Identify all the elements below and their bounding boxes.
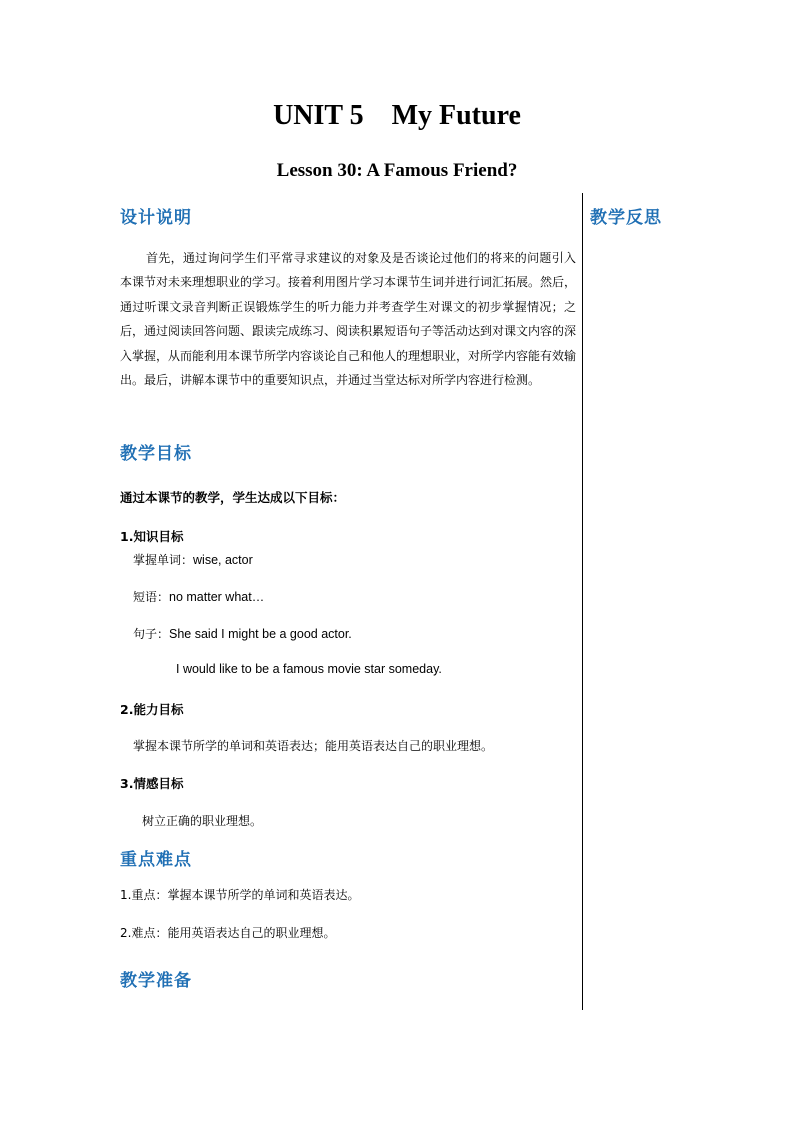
- reflection-heading: 教学反思: [590, 208, 662, 228]
- prep-heading: 教学准备: [120, 971, 192, 991]
- emotion-text: 树立正确的职业理想。: [142, 814, 263, 828]
- words-value: wise, actor: [193, 553, 253, 567]
- page-title: UNIT 5 My Future: [273, 100, 521, 131]
- sentence-line: [133, 625, 352, 642]
- difficulty-label: 2.难点：: [120, 926, 168, 940]
- ability-text: 掌握本课节所学的单词和英语表达；能用英语表达自己的职业理想。: [133, 739, 494, 753]
- difficulty-text: 能用英语表达自己的职业理想。: [167, 926, 336, 940]
- phrase-label: 短语：: [133, 590, 170, 604]
- key-label: 1.重点：: [120, 888, 168, 902]
- difficulty-line: [120, 924, 335, 941]
- knowledge-title: 1.知识目标: [120, 529, 184, 544]
- sentence-2-line: [176, 662, 442, 676]
- goals-intro: 通过本课节的教学，学生达成以下目标：: [120, 490, 346, 505]
- phrase-line: [133, 588, 264, 605]
- ability-title: 2.能力目标: [120, 702, 184, 717]
- phrase-value: no matter what…: [169, 590, 265, 604]
- lesson-subtitle: Lesson 30: A Famous Friend?: [276, 160, 518, 181]
- sentence-2: I would like to be a famous movie star someday.: [176, 662, 442, 676]
- words-line: [133, 551, 253, 568]
- column-divider: [582, 193, 583, 1010]
- sentence-1: She said I might be a good actor.: [169, 627, 352, 641]
- keypoints-heading: 重点难点: [120, 850, 192, 870]
- goals-heading: 教学目标: [120, 444, 192, 464]
- key-text: 掌握本课节所学的单词和英语表达。: [167, 888, 360, 902]
- design-heading: 设计说明: [120, 208, 192, 228]
- design-paragraph: 首先，通过询问学生们平常寻求建议的对象及是否谈论过他们的将来的问题引入本课节对未来理想职业的学习。接着利用图片学习本课节生词并进行词汇拓展。然后，通过听课文录音判断正误锻炼学生的听力能力并考查学生对课文的初步掌握情况；之后，通过阅读回答问题、跟读完成练习、阅读积累短语句子等活动达到对课文内容的深入掌握，从而能利用本课节所学内容谈论自己和他人的理想职业，对所学内容能有效输出。最后，讲解本课节中的重要知识点，并通过当堂达标对所学内容进行检测。: [120, 251, 577, 388]
- key-line: [120, 886, 359, 903]
- sentence-label: 句子：: [133, 627, 170, 641]
- emotion-title: 3.情感目标: [120, 776, 184, 791]
- words-label: 掌握单词：: [133, 553, 194, 567]
